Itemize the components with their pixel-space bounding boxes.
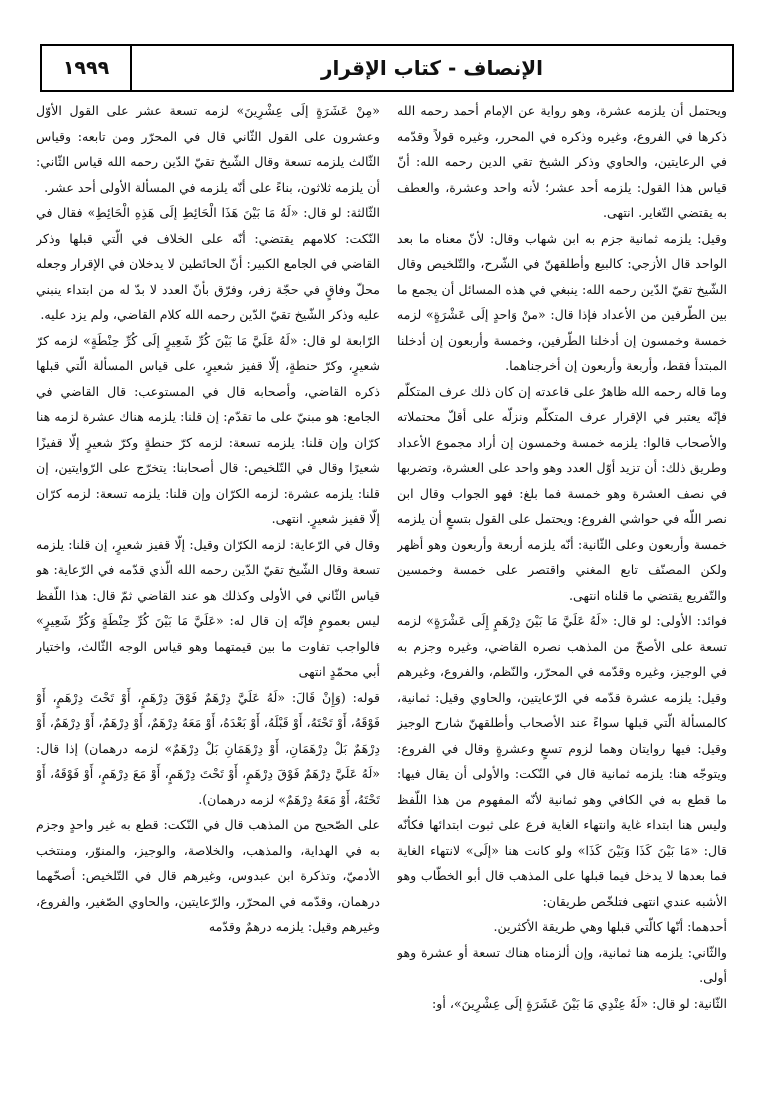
paragraph: الثّالثة: لو قال: «لَهُ مَا بَيْنَ هَذَا الْحَائِطِ إلَى هَذِهِ الْحَائِطِ» فقال في النّكت: كلامهم يقتضي: أنّه على الخلاف في الّتي قبلها وذكر القاضي في الجامع الكبير: أنّ الحائطين لا يدخلان في الإقرار وجعله محلّ وفاقٍ في حجّة زفر، وفرّق بأنّ العدد لا بدّ له من ابتداء ينبني عليه وذكر الشّيخ تقيّ الدّين رحمه الله كلام القاضي، ولم يزد عليه. [36,205,380,322]
paragraph: فوائد: الأولى: لو قال: «لَهُ عَلَيَّ مَا بَيْنَ دِرْهَمٍ إِلَى عَشْرَةٍ» لزمه تسعة على الأصحّ من المذهب نصره القاضي، وغيره وجزم به في الوجيز، وغيره وقدّمه في المحرّر، والنّظم، والفروع، وغيرهم وقيل: يلزمه عشرة قدّمه في الرّعايتين، والحاوي وقيل: ثمانية، كالمسألة الّتي قبلها سواءً عند الأصحاب وأطلقهنّ شارح الوجيز وقيل: فيها روايتان وهما لزوم تسعٍ وعشرةٍ وقال في الفروع: ويتوجّه هنا: يلزمه ثمانية قال في النّكت: والأولى أن يقال فيها: ما قطع به في الكافي وهو ثمانية لأنّه المفهوم من هذا اللّفظ وليس هنا ابتداء غاية وانتهاء الغاية فرع على ثبوت ابتدائها فكأنّه قال: «مَا بَيْنَ كَذَا وَبَيْنَ كَذَا» ولو كانت هنا «إلَى» لانتهاء الغاية فما بعدها لا يدخل فيما قبلها على المذهب قال أبو الخطّاب وهو الأشبه عندي انتهى فتلخّص طريقان: [397,613,727,909]
left-text-column [36,98,380,1088]
paragraph: على الصّحيح من المذهب قال في النّكت: قطع به غير واحدٍ وجزم به في الهداية، والمذهب، والخلاصة، والوجيز، والمنوّر، ومنتخب الأدميّ، وتذكرة ابن عبدوس، وغيرهم قال في التّلخيص: أصحّهما درهمان، وقدّمه في المحرّر، والرّعايتين، والحاوي الصّغير، والفروع، وغيرهم وقيل: يلزمه درهمٌ وقدّمه [36,817,380,934]
page-header [40,44,734,92]
paragraph: «مِنْ عَشَرَةٍ إلَى عِشْرِينَ» لزمه تسعة عشر على القول الأوّل وعشرون على القول الثّاني قال في المحرّر ومن تابعه: وقياس الثّالث يلزمه تسعة وقال الشّيخ تقيّ الدّين رحمه الله قياس الثّاني: أن يلزمه ثلاثون، بناءً على أنّه يلزمه في المسألة الأولى أحد عشر. [36,103,380,195]
paragraph: الرّابعة لو قال: «لَهُ عَلَيَّ مَا بَيْنَ كُرِّ شَعِيرٍ إلَى كُرِّ حِنْطَةٍ» لزمه كرّ شعيرٍ، وكرّ حنطةٍ، إلّا قفيز شعيرٍ، على قياس المسألة الّتي قبلها ذكره القاضي، وأصحابه قال في المستوعب: قال القاضي في الجامع: هو مبنيّ على ما تقدّم: إن قلنا: يلزمه هناك عشرة لزمه هنا كرّان وإن قلنا: يلزمه تسعة: لزمه كرّ حنطةٍ وكرّ شعيرٍ إلّا قفيزًا شعيرًا وقال في التّلخيص: قال أصحابنا: يتخرّج على الرّوايتين، إن قلنا: يلزمه عشرة: لزمه الكرّان وإن قلنا: يلزمه تسعة: لزمه كرّان إلّا قفيز شعيرٍ. انتهى. [36,332,380,526]
paragraph: وقال في الرّعاية: لزمه الكرّان وقيل: إلّا قفيز شعيرٍ، إن قلنا: يلزمه تسعة وقال الشّيخ تقيّ الدّين رحمه الله الّذي قدّمه في الرّعاية: هو قياس الثّاني في الأولى وكذلك هو عند القاضي ثمّ قال: هذا اللّفظ ليس بعمومٍ فإنّه إن قال له: «عَلَيَّ مَا بَيْنَ كُرِّ حِنْطَةٍ وَكُرِّ شَعِيرٍ» فالواجب تفاوت ما بين قيمتهما وهو قياس الوجه الثّالث، واختيار أبي محمّدٍ انتهى [36,536,380,679]
paragraph: الثّانية: لو قال: «لَهُ عِنْدِي مَا بَيْنَ عَشَرَةٍ إلَى عِشْرِينَ»، أو: [432,995,727,1011]
paragraph: والثّاني: يلزمه هنا ثمانية، وإن ألزمناه هناك تسعة أو عشرة وهو أولى. [397,944,727,985]
page-number: ١٩٩٩ [62,57,110,79]
paragraph: أحدهما: أنّها كالّتي قبلها وهي طريقة الأكثرين. [493,919,727,934]
paragraph: وقيل: يلزمه ثمانية جزم به ابن شهاب وقال: لأنّ معناه ما بعد الواحد قال الأزجي: كالبيع وأطلقهنّ في الشّرح، والتّلخيص وقال الشّيخ تقيّ الدّين رحمه الله: ينبغي في هذه المسائل أن يجمع ما بين الطّرفين من الأعداد فإذا قال: «منْ وَاحدٍ إلَى عَشْرَةٍ» لزمه خمسة وخمسون إن أدخلنا الطّرفين، وخمسة وأربعون إن أدخلنا المبتدأ فقط، وأربعة وأربعون إن أخرجناهما. [397,230,727,373]
running-title: الإنصاف - كتاب الإقرار [321,56,543,80]
right-text-column [397,98,727,1088]
paragraph: وما قاله رحمه الله ظاهرٌ على قاعدته إن كان ذلك عرف المتكلّم فإنّه يعتبر في الإقرار عرف المتكلّم ونزلّه على أقلّ محتملاته والأصحاب قالوا: يلزمه خمسة وخمسون إن أراد مجموع الأعداد وطريق ذلك: أن تزيد أوّل العدد وهو واحد على العشرة، وتضربها في نصف العشرة وهو خمسة فما بلغ: فهو الجواب وقال ابن نصر اللّه في حواشي الفروع: ويحتمل على القول بتسعٍ أن يلزمه خمسة وأربعون وعلى الثّانية: أنّه يلزمه أربعة وأربعون وهو أظهر ولكن المصنّف تابع المغني واقتصر على خمسة وخمسين والتّفريع يقتضي ما قلناه انتهى. [397,383,727,603]
paragraph: قوله: (وَإِنْ قَالَ: «لَهُ عَلَيَّ دِرْهَمٌ فَوْقَ دِرْهَمٍ، أَوْ تَحْتَ دِرْهَمٍ، أَوْ فَوْقَهُ، أَوْ تَحْتَهُ، أَوْ قَبْلَهُ، أَوْ بَعْدَهُ، أَوْ مَعَهُ دِرْهَمٌ، أَوْ دِرْهَمٌ، أَوْ دِرْهَمٌ، أَوْ دِرْهَمٌ بَلْ دِرْهَمَانِ، أَوْ دِرْهَمَانِ بَلْ دِرْهَمٌ» لزمه درهمان) إذا قال: «لَهُ عَلَيَّ دِرْهَمٌ فَوْقَ دِرْهَمٍ، أَوْ تَحْتَ دِرْهَمٍ، أَوْ مَعَ دِرْهَمٍ، أَوْ فَوْقَهُ، أَوْ تَحْتَهُ، أَوْ مَعَهُ دِرْهَمٌ» لزمه درهمان). [36,689,380,807]
paragraph: ويحتمل أن يلزمه عشرة، وهو رواية عن الإمام أحمد رحمه الله ذكرها في الفروع، وغيره وذكره في المحرر، وغيره قولاً وقدّمه في الرعايتين، والحاوي وذكر الشيخ تقي الدين رحمه الله: أنّ قياس هذا القول: يلزمه أحد عشر؛ لأنه واحد وعشرة، والعطف به يقتضي التّغاير. انتهى. [397,103,727,220]
header-divider [130,46,132,90]
